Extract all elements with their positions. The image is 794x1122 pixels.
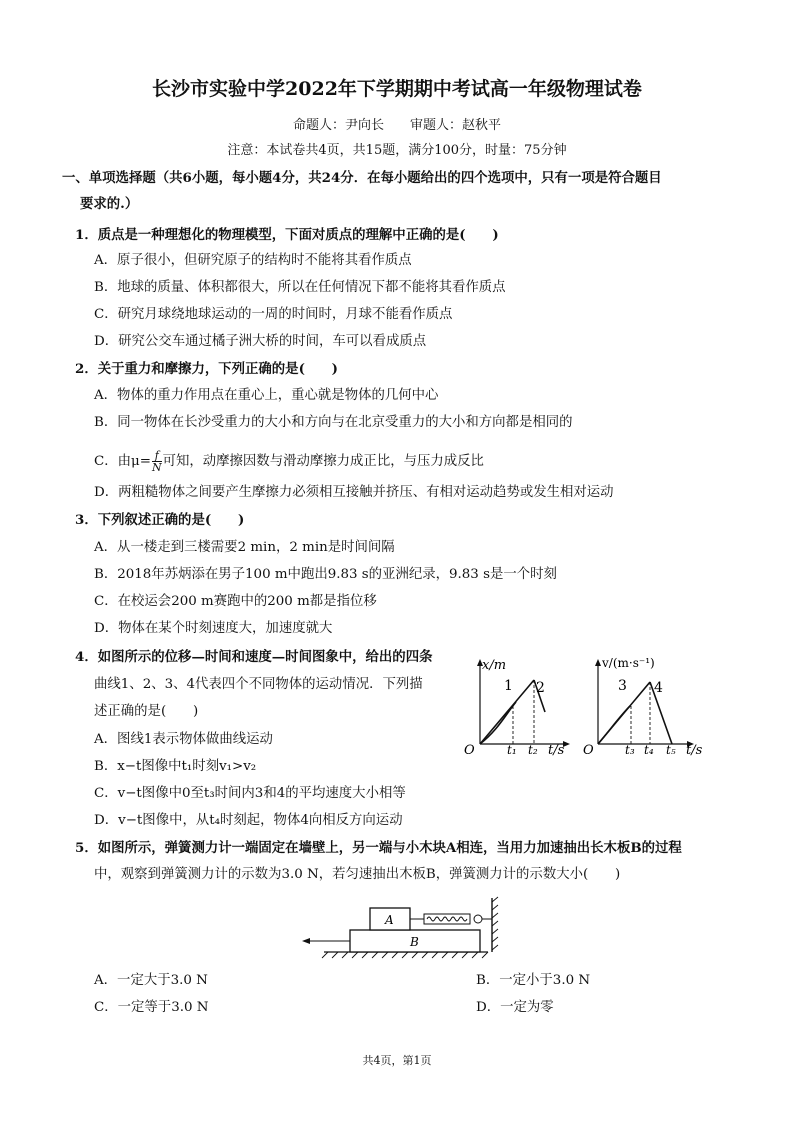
question-5-option-b: B．一定小于3.0 N — [476, 973, 591, 988]
question-4-option-a: A．图线1表示物体做曲线运动 — [94, 732, 273, 747]
vt-origin-label: O — [583, 743, 594, 756]
block-a-label: A — [385, 913, 394, 927]
question-2-option-c — [94, 450, 484, 473]
question-3-option-d: D．物体在某个时刻速度大，加速度就大 — [94, 621, 333, 636]
exam-notice: 注意：本试卷共4页，共15题，满分100分，时量：75分钟 — [227, 143, 567, 158]
question-3-stem: 3．下列叙述正确的是( ) — [75, 512, 245, 528]
xt-tick-t1: t₁ — [507, 743, 517, 756]
question-3-option-a: A．从一楼走到三楼需要2 min，2 min是时间间隔 — [94, 540, 395, 555]
vt-tick-t3: t₃ — [625, 743, 635, 756]
question-2-option-b: B．同一物体在长沙受重力的大小和方向与在北京受重力的大小和方向都是相同的 — [94, 415, 573, 430]
xt-curve-1-label: 1 — [504, 678, 513, 694]
question-1-option-a: A．原子很小，但研究原子的结构时不能将其看作质点 — [94, 253, 412, 268]
question-4-stem: 4．如图所示的位移—时间和速度—时间图象中，给出的四条 — [75, 649, 433, 665]
question-1-option-b: B．地球的质量、体积都很大，所以在任何情况下都不能将其看作质点 — [94, 280, 506, 295]
question-4-stem-cont2: 述正确的是( ) — [94, 704, 199, 719]
option-c-tail: 可知，动摩擦因数与滑动摩擦力成正比，与压力成反比 — [162, 454, 484, 469]
exam-authors: 命题人：尹向长 审题人：赵秋平 — [292, 118, 501, 133]
question-2-option-d: D．两粗糙物体之间要产生摩擦力必须相互接触并挤压、有相对运动趋势或发生相对运动 — [94, 485, 614, 500]
vt-graph — [580, 652, 706, 756]
pull-arrowhead — [302, 938, 310, 944]
question-1-option-d: D．研究公交车通过橘子洲大桥的时间，车可以看成质点 — [94, 334, 427, 349]
xt-graph — [458, 652, 578, 756]
question-5-option-a: A．一定大于3.0 N — [94, 973, 208, 988]
section-heading-cont: 要求的.） — [80, 196, 139, 212]
question-5-stem: 5．如图所示，弹簧测力计一端固定在墙壁上，另一端与小木块A相连，当用力加速抽出长木板B的过程 — [75, 840, 682, 856]
exam-title: 长沙市实验中学2022年下学期期中考试高一年级物理试卷 — [152, 78, 642, 100]
vt-x-label: t/s — [686, 743, 703, 756]
question-4-stem-cont1: 曲线1、2、3、4代表四个不同物体的运动情况．下列描 — [94, 677, 423, 692]
scale-ring — [474, 915, 482, 923]
xt-x-label: t/s — [548, 743, 565, 756]
question-3-option-b: B．2018年苏炳添在男子100 m中跑出9.83 s的亚洲纪录，9.83 s是一个时刻 — [94, 567, 557, 582]
vt-tick-t5: t₅ — [666, 743, 676, 756]
question-1-stem: 1．质点是一种理想化的物理模型，下面对质点的理解中正确的是( ) — [75, 227, 499, 243]
question-3-option-c: C．在校运会200 m赛跑中的200 m都是指位移 — [94, 594, 377, 609]
board-b-label: B — [410, 935, 419, 949]
xt-y-label: x/m — [482, 658, 507, 673]
question-5-stem-cont: 中，观察到弹簧测力计的示数为3.0 N，若匀速抽出木板B，弹簧测力计的示数大小( ) — [94, 867, 621, 882]
xt-curve-2-label: 2 — [536, 680, 545, 696]
friction-fraction: $\frac{f}{N}$ — [151, 449, 162, 474]
question-2-option-a: A．物体的重力作用点在重心上，重心就是物体的几何中心 — [94, 388, 439, 403]
page-footer: 共4页，第1页 — [362, 1054, 432, 1067]
vt-y-label: v/(m·s⁻¹) — [602, 656, 655, 670]
question-1-option-c: C．研究月球绕地球运动的一周的时间时，月球不能看作质点 — [94, 307, 453, 322]
wall-hatching — [492, 897, 498, 950]
section-heading: 一、单项选择题（共6小题，每小题4分，共24分．在每小题给出的四个选项中，只有一项是符合题目 — [62, 170, 662, 186]
vt-curve-4-label: 4 — [654, 680, 663, 696]
ground-hatching — [322, 952, 488, 958]
question-5-option-c: C．一定等于3.0 N — [94, 1000, 209, 1015]
question-4-option-b: B．x−t图像中t₁时刻v₁>v₂ — [94, 759, 257, 774]
question-4-option-d: D．v−t图像中，从t₄时刻起，物体4向相反方向运动 — [94, 813, 403, 828]
option-c-prefix: C．由μ= — [94, 454, 151, 469]
xt-tick-t2: t₂ — [528, 743, 538, 756]
vt-tick-t4: t₄ — [644, 743, 654, 756]
vt-y-arrow — [595, 659, 601, 666]
vt-curve-3-label: 3 — [618, 678, 627, 694]
question-2-stem: 2．关于重力和摩擦力，下列正确的是( ) — [75, 361, 339, 377]
xt-origin-label: O — [464, 743, 475, 756]
spring-board-figure — [296, 894, 506, 960]
question-5-option-d: D．一定为零 — [476, 1000, 554, 1015]
question-4-option-c: C．v−t图像中0至t₃时间内3和4的平均速度大小相等 — [94, 786, 406, 801]
